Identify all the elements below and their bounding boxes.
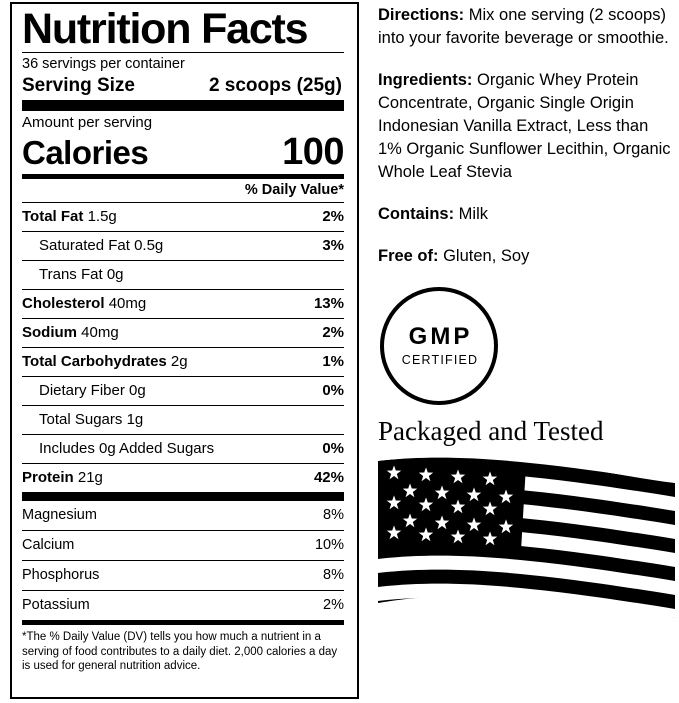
calories-value: 100 [282,131,344,173]
nutrient-amount: 0g [129,382,146,399]
product-info-panel [362,0,679,703]
serving-size-value: 2 scoops (25g) [208,75,342,96]
contains-label: Contains: [378,205,455,223]
table-row [22,590,344,620]
table-row [22,530,344,560]
directions-text: Mix one serving (2 scoops) into your favorite beverage or smoothie. [378,6,669,47]
nutrient-amount: 21g [77,469,103,486]
gmp-seal-sub-text: CERTIFIED [401,353,479,367]
nutrient-name: Cholesterol [22,295,105,312]
nutrient-name: Total Carbohydrates [22,353,167,370]
contains-block [378,203,671,226]
divider-thick-1 [22,100,344,111]
nutrient-amount: 2g [170,353,188,370]
amount-per-serving-label: Amount per serving [22,114,153,131]
nutrient-name: Dietary Fiber [39,382,125,399]
nutrient-dv: 2% [322,324,344,341]
ingredients-block [378,69,671,184]
nutrient-name: Includes 0g Added Sugars [39,440,215,457]
micronutrient-name: Magnesium [22,507,97,523]
table-row [22,347,344,376]
nutrient-name: Total Fat [22,208,84,225]
table-row [22,376,344,405]
table-row [22,560,344,590]
divider-thick-2 [22,492,344,501]
nutrient-amount: 1.5g [87,208,117,225]
gmp-seal-wrapper [378,287,671,405]
nutrient-amount: 40mg [81,324,119,341]
micronutrient-rows [22,501,344,620]
daily-value-footnote: *The % Daily Value (DV) tells you how much a nutrient in a serving of food contributes to a daily diet. 2,000 calories a day is used for general nutrition advice. [22,631,338,672]
serving-size-row [22,74,344,100]
contains-text: Milk [454,205,489,223]
directions-label: Directions: [378,6,465,24]
nutrient-amount: 0.5g [134,237,164,254]
micronutrient-dv: 10% [314,537,344,553]
page-title: Nutrition Facts [22,5,308,53]
nutrient-dv: 13% [313,295,344,312]
nutrient-name: Protein [22,469,74,486]
table-row [22,231,344,260]
serving-size-label: Serving Size [22,75,135,96]
micronutrient-dv: 8% [323,567,344,583]
nutrient-dv: 1% [322,353,344,370]
micronutrient-name: Phosphorus [22,567,100,583]
nutrient-name: Trans Fat [39,266,103,283]
free-of-label: Free of: [378,247,439,265]
table-row [22,405,344,434]
micronutrient-name: Potassium [22,597,90,613]
nutrient-dv: 42% [313,469,344,486]
calories-label: Calories [22,134,149,171]
nutrient-name: Saturated Fat [39,237,130,254]
free-of-text: Gluten, Soy [438,247,530,265]
nutrient-dv: 0% [322,382,344,399]
micronutrient-dv: 8% [323,507,344,523]
servings-per-container: 36 servings per container [22,56,185,72]
table-row [22,318,344,347]
micronutrient-name: Calcium [22,537,75,553]
directions-block [378,4,671,50]
calories-row [22,132,344,174]
nutrient-rows [22,203,344,492]
nutrient-dv: 2% [322,208,344,225]
gmp-seal-main-text: GMP [408,323,473,350]
nutrient-dv: 0% [322,440,344,457]
usa-flag-icon [378,453,675,618]
table-row [22,203,344,231]
table-row [22,260,344,289]
ingredients-text: Organic Whey Protein Concentrate, Organic Single Origin Indonesian Vanilla Extract, Less than 1% Organic Sunflower Lecithin, Organic Whole Leaf Stevia [378,71,671,181]
nutrient-amount: 0g [106,266,124,283]
ingredients-label: Ingredients: [378,71,473,89]
nutrient-amount: 1g [126,411,144,428]
gmp-certified-seal-icon [380,287,498,405]
nutrient-amount: 40mg [108,295,147,312]
table-row [22,289,344,318]
table-row [22,501,344,530]
daily-value-header: % Daily Value* [244,182,344,198]
nutrient-dv: 3% [322,237,344,254]
free-of-block [378,245,671,268]
nutrient-name: Sodium [22,324,77,341]
packaged-and-tested-text: Packaged and Tested [378,416,604,446]
table-row [22,463,344,492]
table-row [22,434,344,463]
nutrient-name: Total Sugars [39,411,123,428]
micronutrient-dv: 2% [323,597,344,613]
